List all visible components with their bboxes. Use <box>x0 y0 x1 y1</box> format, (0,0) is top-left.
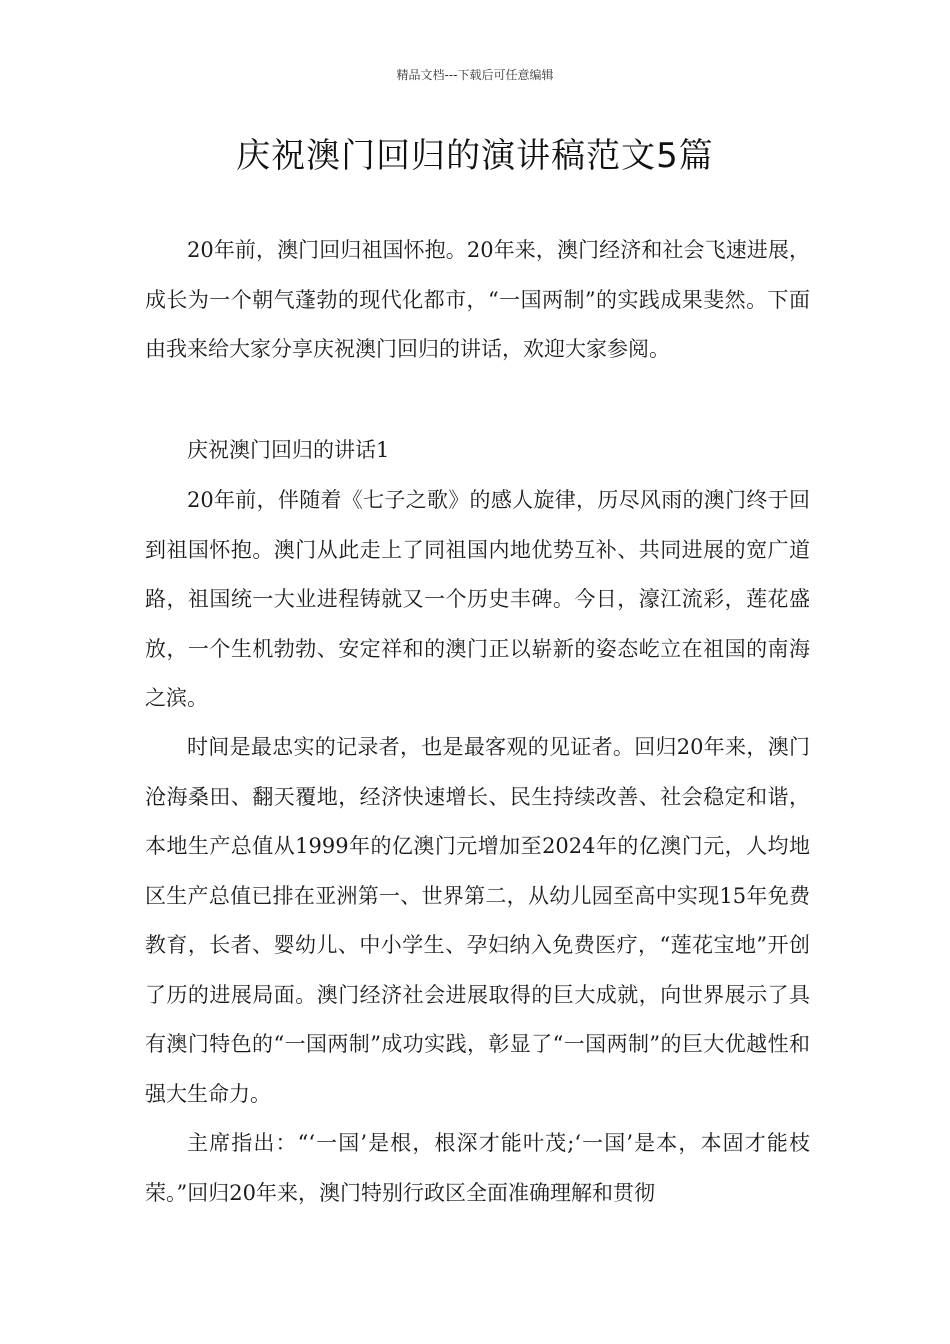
body-paragraph-2: 时间是最忠实的记录者，也是最客观的见证者。回归20年来，澳门沧海桑田、翻天覆地，经济快速增长、民生持续改善、社会稳定和谐，本地生产总值从1999年的亿澳门元增加至2024年的亿澳门元，人均地区生产总值已排在亚洲第一、世界第二，从幼儿园至高中实现15年免费教育，长者、婴幼儿、中小学生、孕妇纳入免费医疗，“莲花宝地”开创了历的进展局面。澳门经济社会进展取得的巨大成就，向世界展示了具有澳门特色的“一国两制”成功实践，彰显了“一国两制”的巨大优越性和强大生命力。 <box>145 735 810 1106</box>
body-paragraph-1: 20年前，伴随着《七子之歌》的感人旋律，历尽风雨的澳门终于回到祖国怀抱。澳门从此走上了同祖国内地优势互补、共同进展的宽广道路，祖国统一大业进程铸就又一个历史丰碑。今日，濠江流彩，莲花盛放，一个生机勃勃、安定祥和的澳门正以崭新的姿态屹立在祖国的南海之滨。 <box>145 488 810 710</box>
section-heading: 庆祝澳门回归的讲话1 <box>187 438 390 462</box>
header-note: 精品文档---下载后可任意编辑 <box>396 68 554 82</box>
body-paragraph-3: 主席指出：“‘一国’是根，根深才能叶茂;‘一国’是本，本固才能枝荣。”回归20年来，澳门特别行政区全面准确理解和贯彻 <box>145 1131 810 1205</box>
intro-paragraph: 20年前，澳门回归祖国怀抱。20年来，澳门经济和社会飞速进展，成长为一个朝气蓬勃的现代化都市，“一国两制”的实践成果斐然。下面由我来给大家分享庆祝澳门回归的讲话，欢迎大家参阅。 <box>145 238 810 361</box>
document-title: 庆祝澳门回归的演讲稿范文5篇 <box>236 136 714 176</box>
